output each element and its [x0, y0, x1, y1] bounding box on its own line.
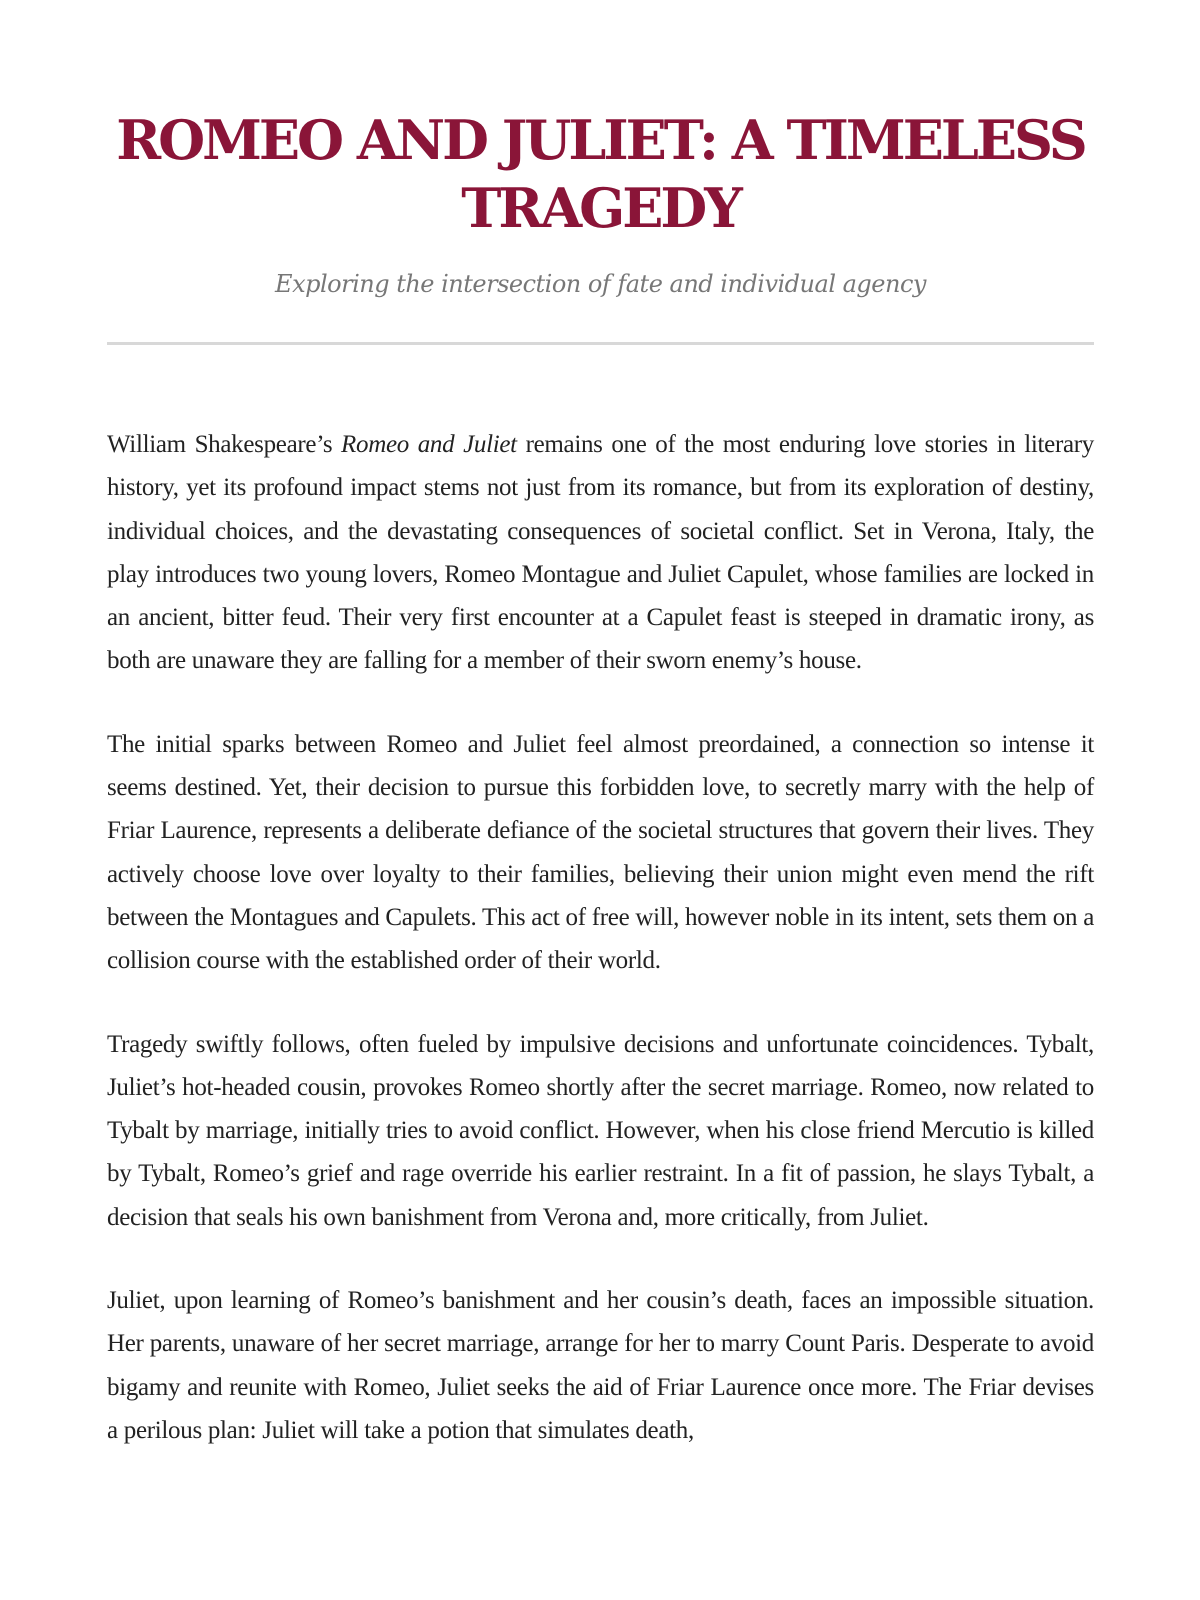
play-title-emphasis: Romeo and Juliet	[341, 431, 517, 458]
page-subtitle: Exploring the intersection of fate and individual agency	[275, 270, 926, 298]
paragraph-text: William Shakespeare’s	[107, 431, 342, 458]
paragraph-1	[107, 423, 1094, 683]
divider	[107, 342, 1094, 345]
paragraph-4: Juliet, upon learning of Romeo’s banishment and her cousin’s death, faces an impossible situation. Her parents, unaware of her secret marriage, arrange for her to marry Count Paris. Desperate to avoid bigamy and reunite with Romeo, Juliet seeks the aid of Friar Laurence once more. The Friar devises a perilous plan: Juliet will take a potion that simulates death,	[107, 1287, 1094, 1444]
paragraph-3: Tragedy swiftly follows, often fueled by impulsive decisions and unfortunate coincidences. Tybalt, Juliet’s hot-headed cousin, provokes Romeo shortly after the secret marriage. Romeo, now related to Tybalt by marriage, initially tries to avoid conflict. However, when his close friend Mercutio is killed by Tybalt, Romeo’s grief and rage override his earlier restraint. In a fit of passion, he slays Tybalt, a decision that seals his own banishment from Verona and, more critically, from Juliet.	[107, 1030, 1094, 1231]
paragraph-2: The initial sparks between Romeo and Juliet feel almost preordained, a connection so intense it seems destined. Yet, their decision to pursue this forbidden love, to secretly marry with the help of Friar Laurence, represents a deliberate defiance of the societal structures that govern their lives. They actively choose love over loyalty to their families, believing their union might even mend the rift between the Montagues and Capulets. This act of free will, however noble in its intent, sets them on a collision course with the established order of their world.	[107, 730, 1094, 975]
article	[107, 0, 1094, 1492]
paragraph-text: remains one of the most enduring love stories in literary history, yet its profound impact stems not just from its romance, but from its exploration of destiny, individual choices, and the devastating consequences of societal conflict. Set in Verona, Italy, the play introduces two young lovers, Romeo Montague and Juliet Capulet, whose families are locked in an ancient, bitter feud. Their very first encounter at a Capulet feast is steeped in dramatic irony, as both are unaware they are falling for a member of their sworn enemy’s house.	[107, 431, 1094, 675]
article-body	[107, 423, 1094, 1452]
page-title: ROMEO AND JULIET: A TIMELESS TRAGEDY	[116, 108, 1085, 240]
